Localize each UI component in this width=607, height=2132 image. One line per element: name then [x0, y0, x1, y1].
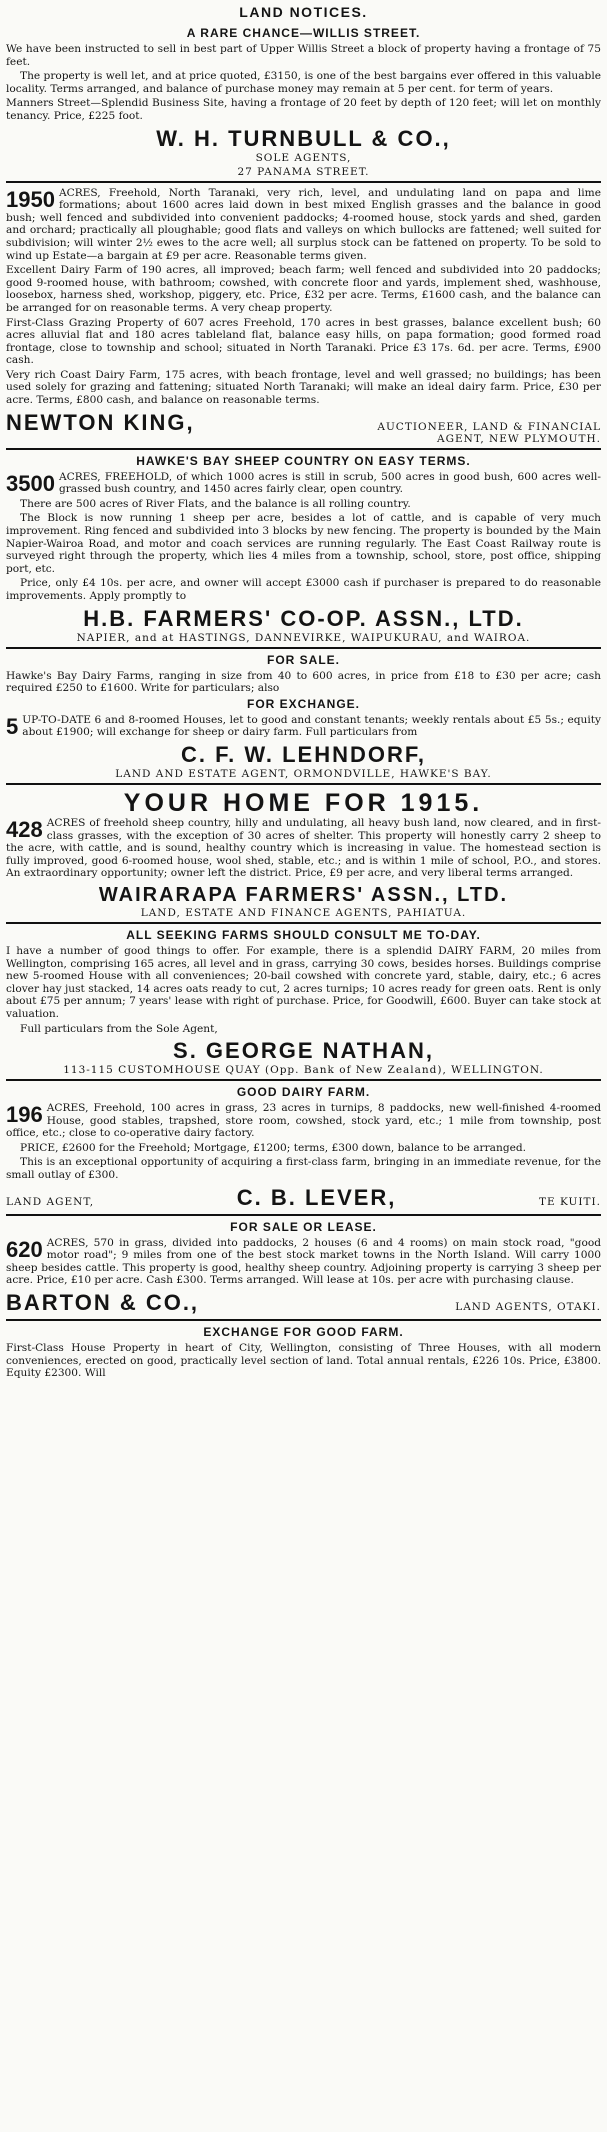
ad-paragraph: 5 UP-TO-DATE 6 and 8-roomed Houses, let to good and constant tenants; weekly rentals about £5 5s.; equity about £1900; will exchange for sheep or dairy farm. Full particulars from: [6, 713, 601, 739]
ad-lever: [6, 1085, 601, 1211]
ad-paragraph: 428 ACRES of freehold sheep country, hilly and undulating, all heavy bush land, now cleared, and in first-class grasses, with the exception of 30 acres of shelter. This property will honestly carry 2 sheep to the acre, with cattle, and is sound, healthy country which is increasing in value. The homestead section is fully improved, good 6-roomed house, wool shed, stable, etc.; and is within 1 mile of school, P.O., and stores. An extraordinary opportunity; owner left the district. Price, £9 per acre, and very liberal terms arranged.: [6, 816, 601, 880]
ad-heading: FOR EXCHANGE.: [246, 696, 360, 711]
ad-paragraph: 1950 ACRES, Freehold, North Taranaki, very rich, level, and undulating land on papa and lime formations; about 1600 acres laid down in best mixed English grasses and the balance in good bush; well fenced and subdivided into convenient paddocks; 4-roomed house, stock yards and shed, garden and orchard; practically all ploughable; good flats and valleys on which bullocks are fattened; well suited for subdivision; will winter 2½ ewes to the acre well; all surplus stock can be fattened on property. To be sold to wind up Estate—a bargain at £9 per acre. Reasonable terms given.: [6, 186, 601, 262]
firm-name: C. F. W. LEHNDORF,: [181, 741, 426, 767]
firm-role: LAND AGENT,: [6, 1195, 95, 1208]
ad-wairarapa: [6, 789, 601, 919]
ad-paragraph: Very rich Coast Dairy Farm, 175 acres, with beach frontage, level and well grassed; no buildings; has been used solely for grazing and fattening; situated North Taranaki; will make an ideal dairy farm. Price, £30 per acre. Terms, £800 cash, and balance on reasonable terms.: [6, 368, 601, 407]
ad-paragraph: Excellent Dairy Farm of 190 acres, all improved; beach farm; well fenced and subdivided into 20 paddocks; good 9-roomed house, with bathroom; cowshed, with concrete floor and yards, implement shed, washhouse, loosebox, harness shed, workshop, piggery, etc. Price, £32 per acre. Terms, £1600 cash, and the balance can be arranged for on reasonable terms. A very cheap property.: [6, 264, 601, 314]
ad-paragraph: 3500 ACRES, FREEHOLD, of which 1000 acres is still in scrub, 500 acres in good bush, 600 acres well-grassed bush country, and 1450 acres fairly clear, open country.: [6, 470, 601, 496]
lead-number: 428: [6, 816, 43, 842]
lead-number: 620: [6, 1236, 43, 1262]
firm-row: [6, 1290, 601, 1316]
firm-name: H.B. FARMERS' CO-OP. ASSN., LTD.: [83, 605, 524, 631]
ad-headline: YOUR HOME FOR 1915.: [123, 788, 484, 817]
firm-name: C. B. LEVER,: [236, 1184, 397, 1210]
firm-role: LAND AND ESTATE AGENT, ORMONDVILLE, HAWKE'S BAY.: [115, 767, 492, 780]
ad-lehndorf: [6, 653, 601, 780]
ad-nathan: [6, 928, 601, 1076]
firm-row: [6, 410, 601, 445]
ad-heading: EXCHANGE FOR GOOD FARM.: [203, 1325, 404, 1340]
ad-newton-king: [6, 187, 601, 445]
ad-heading: FOR SALE.: [266, 652, 340, 667]
divider: [6, 922, 601, 924]
lead-number: 3500: [6, 470, 55, 496]
newspaper-column: [6, 0, 601, 1380]
firm-name: S. GEORGE NATHAN,: [173, 1038, 434, 1064]
ad-paragraph: I have a number of good things to offer. For example, there is a splendid DAIRY FARM, 20 miles from Wellington, comprising 165 acres, all level and in grass, carrying 30 cows, besides horses. Buildings comprise new 5-roomed House with all conveniences; 20-bail cowshed with concrete yard, stable, dairy, etc.; 6 acres clover hay just stacked, 14 acres oats ready to cut, 2 acres turnips; 10 acres ready for green oats. Rent is only about £75 per annum; 7 years' lease with right of purchase. Price, for Goodwill, £600. Buyer can take stock at valuation.: [6, 944, 601, 1020]
firm-name: NEWTON KING,: [6, 409, 195, 435]
firm-branches: NAPIER, and at HASTINGS, DANNEVIRKE, WAIPUKURAU, and WAIROA.: [76, 631, 531, 644]
lead-number: 1950: [6, 186, 55, 212]
ad-exchange: [6, 1325, 601, 1380]
divider: [6, 1214, 601, 1216]
ad-paragraph: Full particulars from the Sole Agent,: [20, 1022, 218, 1035]
divider: [6, 783, 601, 785]
divider: [6, 448, 601, 450]
firm-row: [6, 1185, 601, 1211]
ad-paragraph: 620 ACRES, 570 in grass, divided into paddocks, 2 houses (6 and 4 rooms) on main stock road, "good motor road"; 9 miles from one of the best stock market towns in the North Island. Will carry 1000 sheep besides cattle. This property is good, healthy sheep country. Adjoining property is carrying 3 sheep per acre. Price, £10 per acre. Cash £300. Terms arranged. Will lease at 10s. per acre with purchasing clause.: [6, 1236, 601, 1287]
lead-number: 5: [6, 713, 19, 739]
firm-role: LAND, ESTATE AND FINANCE AGENTS, PAHIATUA.: [140, 906, 467, 919]
ad-heading: HAWKE'S BAY SHEEP COUNTRY ON EASY TERMS.: [136, 453, 471, 468]
ad-paragraph: First-Class Grazing Property of 607 acres Freehold, 170 acres in best grasses, balance excellent bush; 60 acres alluvial flat and 180 acres tableland flat, balance easy hills, on papa formation; good formed road frontage, close to township and school; situated in North Taranaki. Price £3 17s. 6d. per acre. Terms, £900 cash.: [6, 316, 601, 367]
ad-paragraph: There are 500 acres of River Flats, and the balance is all rolling country.: [20, 497, 411, 510]
firm-role: LAND AGENTS, OTAKI.: [455, 1301, 601, 1314]
divider: [6, 181, 601, 183]
divider: [6, 647, 601, 649]
page-title: LAND NOTICES.: [239, 4, 368, 20]
ad-heading: FOR SALE OR LEASE.: [230, 1219, 377, 1234]
ad-heading: GOOD DAIRY FARM.: [236, 1085, 371, 1100]
ad-heading: A RARE CHANCE—WILLIS STREET.: [186, 26, 421, 40]
ad-paragraph: The property is well let, and at price quoted, £3150, is one of the best bargains ever offered in this valuable locality. Terms arranged, and balance of purchase money may remain at 5 per cent. for term of years.: [6, 70, 601, 95]
divider: [6, 1319, 601, 1321]
firm-town: TE KUITI.: [539, 1195, 601, 1208]
firm-role: AUCTIONEER, LAND & FINANCIAL AGENT, NEW PLYMOUTH.: [377, 420, 601, 445]
ad-turnbull: [6, 26, 601, 178]
ad-paragraph: 196 ACRES, Freehold, 100 acres in grass, 23 acres in turnips, 8 paddocks, new well-finished 4-roomed House, good stables, trapshed, store room, cowshed, stock yard, etc.; 1 mile from township, post office, etc.; close to co-operative dairy factory.: [6, 1102, 601, 1140]
ad-paragraph: Hawke's Bay Dairy Farms, ranging in size from 40 to 600 acres, in price from £18 to £30 per acre; cash required £250 to £1600. Write for particulars; also: [6, 669, 601, 695]
ad-paragraph: First-Class House Property in heart of City, Wellington, consisting of Three Houses, with all modern conveniences, erected on good, practically level section of land. Total annual rentals, £226 10s. Price, £3800. Equity £2300. Will: [6, 1342, 601, 1380]
firm-name: WAIRARAPA FARMERS' ASSN., LTD.: [98, 883, 509, 906]
ad-paragraph: The Block is now running 1 sheep per acre, besides a lot of cattle, and is capable of very much improvement. Ring fenced and subdivided into 3 blocks by new fencing. The property is bounded by the Main Napier-Wairoa Road, and motor and coach services are running regularly. The East Coast Railway route is surveyed right through the property, which lies 4 miles from a township, school, store, post office, shipping port, etc.: [6, 512, 601, 575]
divider: [6, 1079, 601, 1081]
ad-paragraph: PRICE, £2600 for the Freehold; Mortgage, £1200; terms, £300 down, balance to be arranged.: [20, 1141, 527, 1154]
ad-barton: [6, 1220, 601, 1316]
firm-role: SOLE AGENTS,: [255, 151, 352, 164]
lead-number: 196: [6, 1102, 43, 1128]
ad-hb-farmers: [6, 454, 601, 644]
firm-name: BARTON & CO.,: [6, 1290, 200, 1316]
ad-paragraph: Manners Street—Splendid Business Site, having a frontage of 20 feet by depth of 120 feet; will let on monthly tenancy. Price, £225 foot.: [6, 97, 601, 122]
firm-name: W. H. TURNBULL & CO.,: [156, 125, 451, 151]
ad-heading: ALL SEEKING FARMS SHOULD CONSULT ME TO-DAY.: [126, 927, 481, 942]
ad-paragraph: This is an exceptional opportunity of acquiring a first-class farm, bringing in an immediate revenue, for the small outlay of £300.: [6, 1156, 601, 1182]
ad-paragraph: Price, only £4 10s. per acre, and owner will accept £3000 cash if purchaser is prepared to do reasonable improvements. Apply promptly to: [6, 577, 601, 602]
ad-paragraph: We have been instructed to sell in best part of Upper Willis Street a block of property having a frontage of 75 feet.: [6, 43, 601, 68]
firm-address: 27 PANAMA STREET.: [237, 165, 370, 178]
firm-address: 113-115 CUSTOMHOUSE QUAY (Opp. Bank of New Zealand), WELLINGTON.: [63, 1064, 544, 1077]
